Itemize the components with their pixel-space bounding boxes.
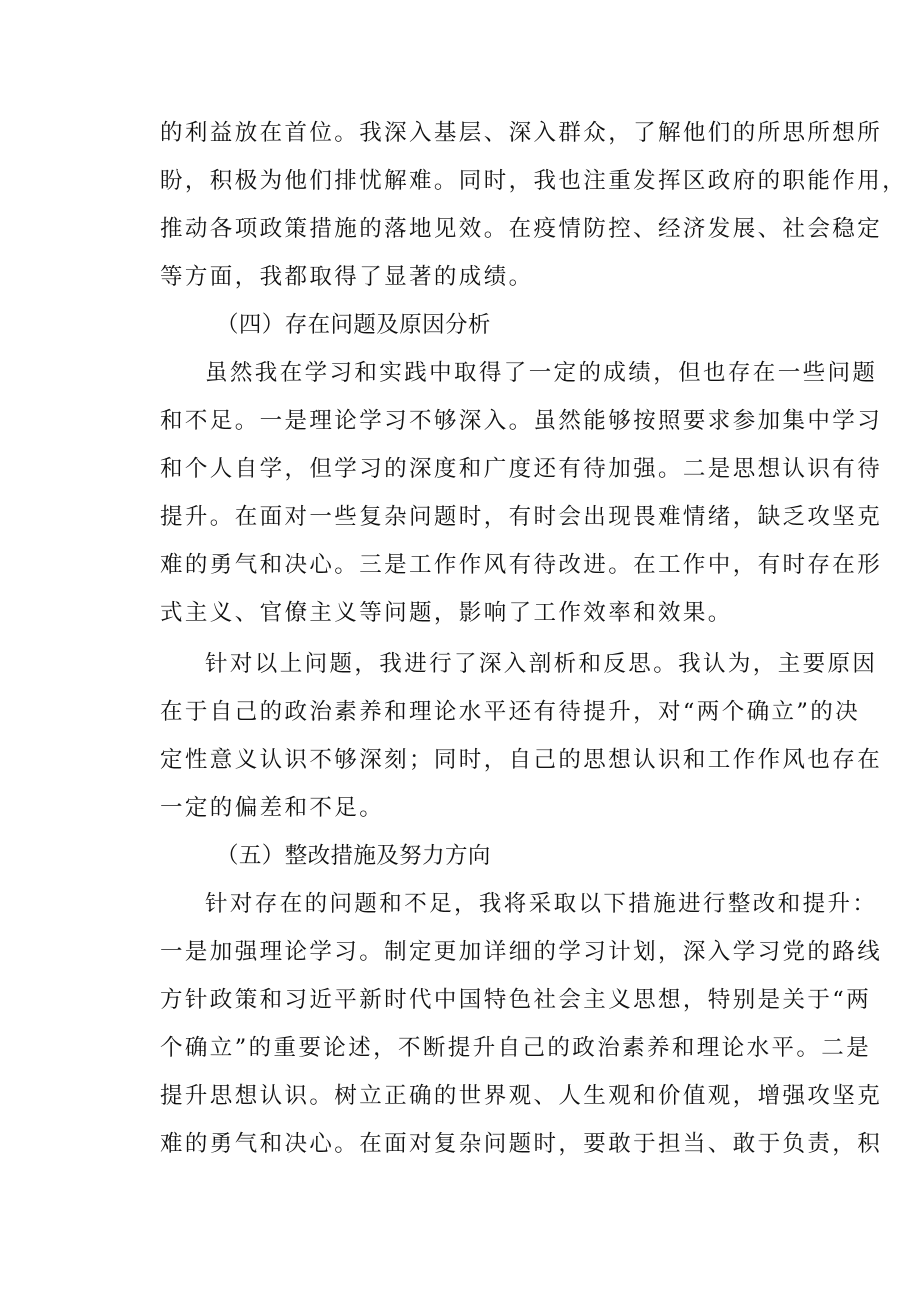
- body-text-line: 一是加强理论学习。制定更加详细的学习计划，深入学习党的路线: [160, 939, 883, 965]
- body-text-line: 盼，积极为他们排忧解难。同时，我也注重发挥区政府的职能作用，: [160, 168, 908, 194]
- body-text-line: 定性意义认识不够深刻；同时，自己的思想认识和工作作风也存在: [160, 747, 883, 773]
- section-heading-4: （四）存在问题及原因分析: [216, 312, 491, 338]
- body-text-line: 难的勇气和决心。三是工作作风有待改进。在工作中，有时存在形: [160, 552, 883, 578]
- body-text-line: 方针政策和习近平新时代中国特色社会主义思想，特别是关于“两: [160, 987, 872, 1013]
- body-text-line: 针对以上问题，我进行了深入剖析和反思。我认为，主要原因: [205, 651, 878, 677]
- body-text-line: 和不足。一是理论学习不够深入。虽然能够按照要求参加集中学习: [160, 408, 883, 434]
- body-text-line: 个确立”的重要论述，不断提升自己的政治素养和理论水平。二是: [160, 1035, 872, 1061]
- body-text-line: 推动各项政策措施的落地见效。在疫情防控、经济发展、社会稳定: [160, 216, 883, 242]
- body-text-line: 针对存在的问题和不足，我将采取以下措施进行整改和提升：: [205, 891, 878, 917]
- body-text-line: 和个人自学，但学习的深度和广度还有待加强。二是思想认识有待: [160, 456, 883, 482]
- body-text-line: 在于自己的政治素养和理论水平还有待提升，对“两个确立”的决: [160, 699, 861, 725]
- body-text-line: 难的勇气和决心。在面对复杂问题时，要敢于担当、敢于负责，积: [160, 1131, 883, 1157]
- body-text-line: 一定的偏差和不足。: [160, 795, 385, 821]
- body-text-line: 等方面，我都取得了显著的成绩。: [160, 264, 534, 290]
- body-text-line: 虽然我在学习和实践中取得了一定的成绩，但也存在一些问题: [205, 360, 878, 386]
- body-text-line: 的利益放在首位。我深入基层、深入群众，了解他们的所思所想所: [160, 120, 883, 146]
- body-text-line: 式主义、官僚主义等问题，影响了工作效率和效果。: [160, 600, 733, 626]
- body-text-line: 提升思想认识。树立正确的世界观、人生观和价值观，增强攻坚克: [160, 1083, 883, 1109]
- section-heading-5: （五）整改措施及努力方向: [216, 843, 491, 869]
- body-text-line: 提升。在面对一些复杂问题时，有时会出现畏难情绪，缺乏攻坚克: [160, 504, 883, 530]
